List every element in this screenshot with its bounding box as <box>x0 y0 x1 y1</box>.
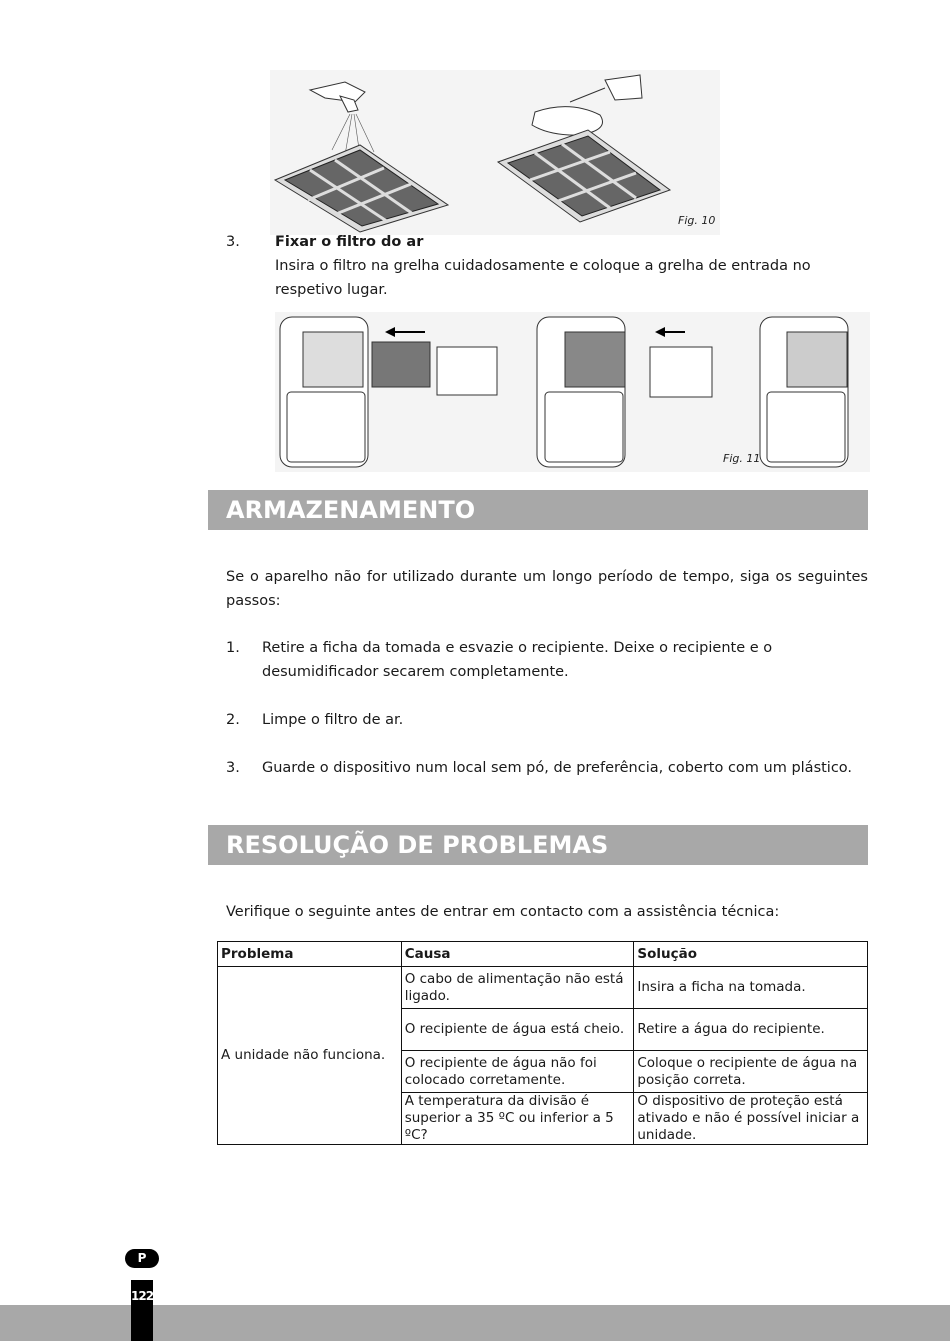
dehumidifier-unit-2 <box>537 317 625 467</box>
step-3-number: 3. <box>226 234 240 250</box>
storage-heading: ARMAZENAMENTO <box>208 490 868 530</box>
dehumidifier-unit-1 <box>280 317 368 467</box>
table-row <box>218 967 868 1009</box>
storage-intro: Se o aparelho não for utilizado durante um longo período de tempo, siga os seguintes passos: <box>226 569 868 609</box>
dehumidifier-unit-3 <box>760 317 848 467</box>
page-number: 122 <box>131 1289 154 1303</box>
troubleshooting-table <box>217 941 868 1145</box>
filter-insertion-illustration <box>275 312 870 472</box>
cause-cell: O recipiente de água está cheio. <box>401 1009 634 1051</box>
troubleshooting-heading: RESOLUÇÃO DE PROBLEMAS <box>208 825 868 865</box>
step-3-title: Fixar o filtro do ar <box>275 234 424 250</box>
storage-step-3-number: 3. <box>226 760 240 776</box>
header-solution: Solução <box>634 942 868 967</box>
problem-cell: A unidade não funciona. <box>218 967 402 1145</box>
figure-10-label: Fig. 10 <box>678 214 716 227</box>
troubleshooting-intro: Verifique o seguinte antes de entrar em contacto com a assistência técnica: <box>226 904 780 920</box>
header-problem: Problema <box>218 942 402 967</box>
storage-step-3-text: Guarde o dispositivo num local sem pó, de preferência, coberto com um plástico. <box>262 760 853 776</box>
storage-step-1-text: Retire a ficha da tomada e esvazie o recipiente. Deixe o recipiente e o desumidificador secarem completamente. <box>262 640 773 680</box>
language-badge: P <box>125 1249 159 1268</box>
storage-step-1-number: 1. <box>226 640 240 656</box>
figure-11-label: Fig. 11 <box>723 452 761 465</box>
table-header-row <box>218 942 868 967</box>
header-cause: Causa <box>401 942 634 967</box>
air-grille-insert <box>650 347 712 397</box>
cause-cell: O recipiente de água não foi colocado corretamente. <box>401 1051 634 1093</box>
filter-cleaning-illustration <box>270 70 720 235</box>
storage-step-2-number: 2. <box>226 712 240 728</box>
solution-cell: Coloque o recipiente de água na posição correta. <box>634 1051 868 1093</box>
cause-cell: A temperatura da divisão é superior a 35 ºC ou inferior a 5 ºC? <box>401 1093 634 1145</box>
step-3-text: Insira o filtro na grelha cuidadosamente e coloque a grelha de entrada no respetivo lugar. <box>275 258 811 298</box>
solution-cell: Retire a água do recipiente. <box>634 1009 868 1051</box>
cause-cell: O cabo de alimentação não está ligado. <box>401 967 634 1009</box>
solution-cell: O dispositivo de proteção está ativado e não é possível iniciar a unidade. <box>634 1093 868 1145</box>
solution-cell: Insira a ficha na tomada. <box>634 967 868 1009</box>
storage-step-2-text: Limpe o filtro de ar. <box>262 712 404 728</box>
